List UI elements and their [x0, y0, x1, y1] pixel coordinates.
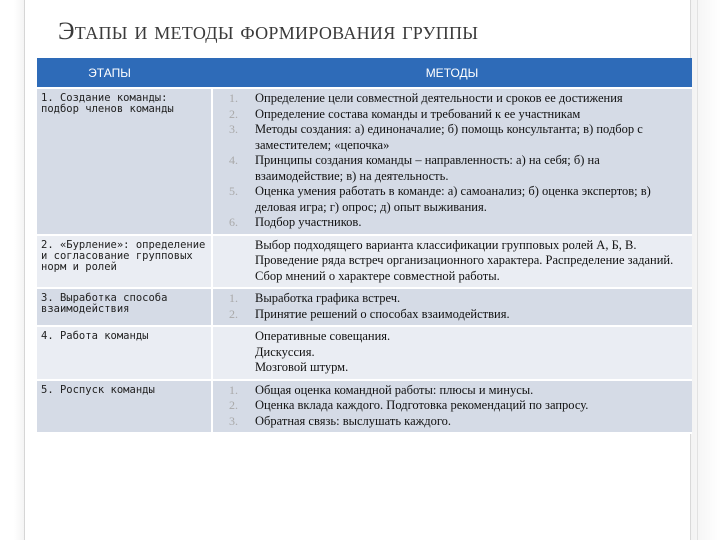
table-header-row — [37, 58, 692, 88]
method-number — [213, 360, 255, 376]
method-item — [213, 122, 692, 153]
method-text: Определение цели совместной деятельности и сроков ее достижения — [255, 91, 623, 105]
method-text: Принятие решений о способах взаимодействия. — [255, 306, 510, 321]
methods-cell — [212, 326, 692, 380]
method-number: 2. — [229, 306, 238, 321]
method-item — [213, 107, 692, 123]
slide-frame-right — [690, 0, 720, 540]
methods-cell — [212, 88, 692, 235]
methods-cell — [212, 288, 692, 326]
method-number: 1. — [229, 291, 238, 305]
methods-cell — [212, 380, 692, 434]
stage-cell: 5. Роспуск команды — [37, 380, 212, 434]
method-text: Подбор участников. — [255, 215, 362, 229]
method-text: Выбор подходящего варианта классификации групповых ролей А, Б, В. — [255, 237, 637, 252]
method-text: Дискуссия. — [255, 344, 315, 359]
header-stages: ЭТАПЫ — [37, 58, 212, 88]
method-text: Общая оценка командной работы: плюсы и минусы. — [255, 382, 534, 397]
method-item — [213, 414, 692, 430]
method-item — [213, 360, 692, 376]
table-row — [37, 288, 692, 326]
method-number — [213, 345, 255, 361]
table-row — [37, 326, 692, 380]
table-row — [37, 88, 692, 235]
stage-cell: 1. Создание команды: подбор членов команды — [37, 88, 212, 235]
method-text: Оценка умения работать в команде: а) самоанализ; б) оценка экспертов; в) деловая игра; г) опрос; д) опыт выживания. — [255, 184, 651, 214]
method-number — [213, 253, 255, 284]
method-text: Обратная связь: выслушать каждого. — [255, 413, 452, 428]
method-number: 1. — [229, 382, 238, 397]
method-text: Определение состава команды и требований к ее участникам — [255, 106, 581, 121]
stage-cell: 4. Работа команды — [37, 326, 212, 380]
method-number: 1. — [229, 91, 238, 105]
method-item — [213, 238, 692, 254]
method-item — [213, 215, 692, 231]
method-number: 6. — [229, 215, 238, 229]
method-text: Мозговой штурм. — [255, 360, 349, 374]
method-item — [213, 91, 692, 107]
method-item — [213, 345, 692, 361]
method-text: Выработка графика встреч. — [255, 291, 401, 305]
stage-cell: 2. «Бурление»: определение и согласование групповых норм и ролей — [37, 235, 212, 289]
slide-frame-left — [14, 0, 25, 540]
method-number — [213, 329, 255, 345]
method-number — [213, 238, 255, 254]
method-number: 3. — [229, 413, 238, 428]
stage-cell: 3. Выработка способа взаимодействия — [37, 288, 212, 326]
method-item — [213, 329, 692, 345]
stages-methods-table — [37, 58, 692, 434]
method-number: 4. — [229, 153, 238, 167]
method-text: Оценка вклада каждого. Подготовка рекомендаций по запросу. — [255, 398, 589, 412]
method-item — [213, 253, 692, 284]
slide-title: Этапы и методы формирования группы — [58, 18, 479, 45]
method-number: 3. — [229, 122, 238, 136]
method-item — [213, 184, 692, 215]
method-number: 2. — [229, 106, 238, 121]
method-text: Проведение ряда встреч организационного характера. Распределение заданий. Сбор мнений о характере совместной работы. — [255, 253, 674, 283]
method-item — [213, 383, 692, 399]
method-item — [213, 307, 692, 323]
header-methods: МЕТОДЫ — [212, 58, 692, 88]
method-number: 2. — [229, 398, 238, 412]
method-number: 5. — [229, 184, 238, 198]
method-item — [213, 153, 692, 184]
method-text: Принципы создания команды – направленность: а) на себя; б) на взаимодействие; в) на деятельность. — [255, 153, 600, 183]
method-text: Оперативные совещания. — [255, 329, 391, 343]
methods-cell — [212, 235, 692, 289]
table-row — [37, 235, 692, 289]
table-row — [37, 380, 692, 434]
method-item — [213, 291, 692, 307]
method-item — [213, 398, 692, 414]
method-text: Методы создания: а) единоначалие; б) помощь консультанта; в) подбор с заместителем; «цепочка» — [255, 122, 643, 152]
